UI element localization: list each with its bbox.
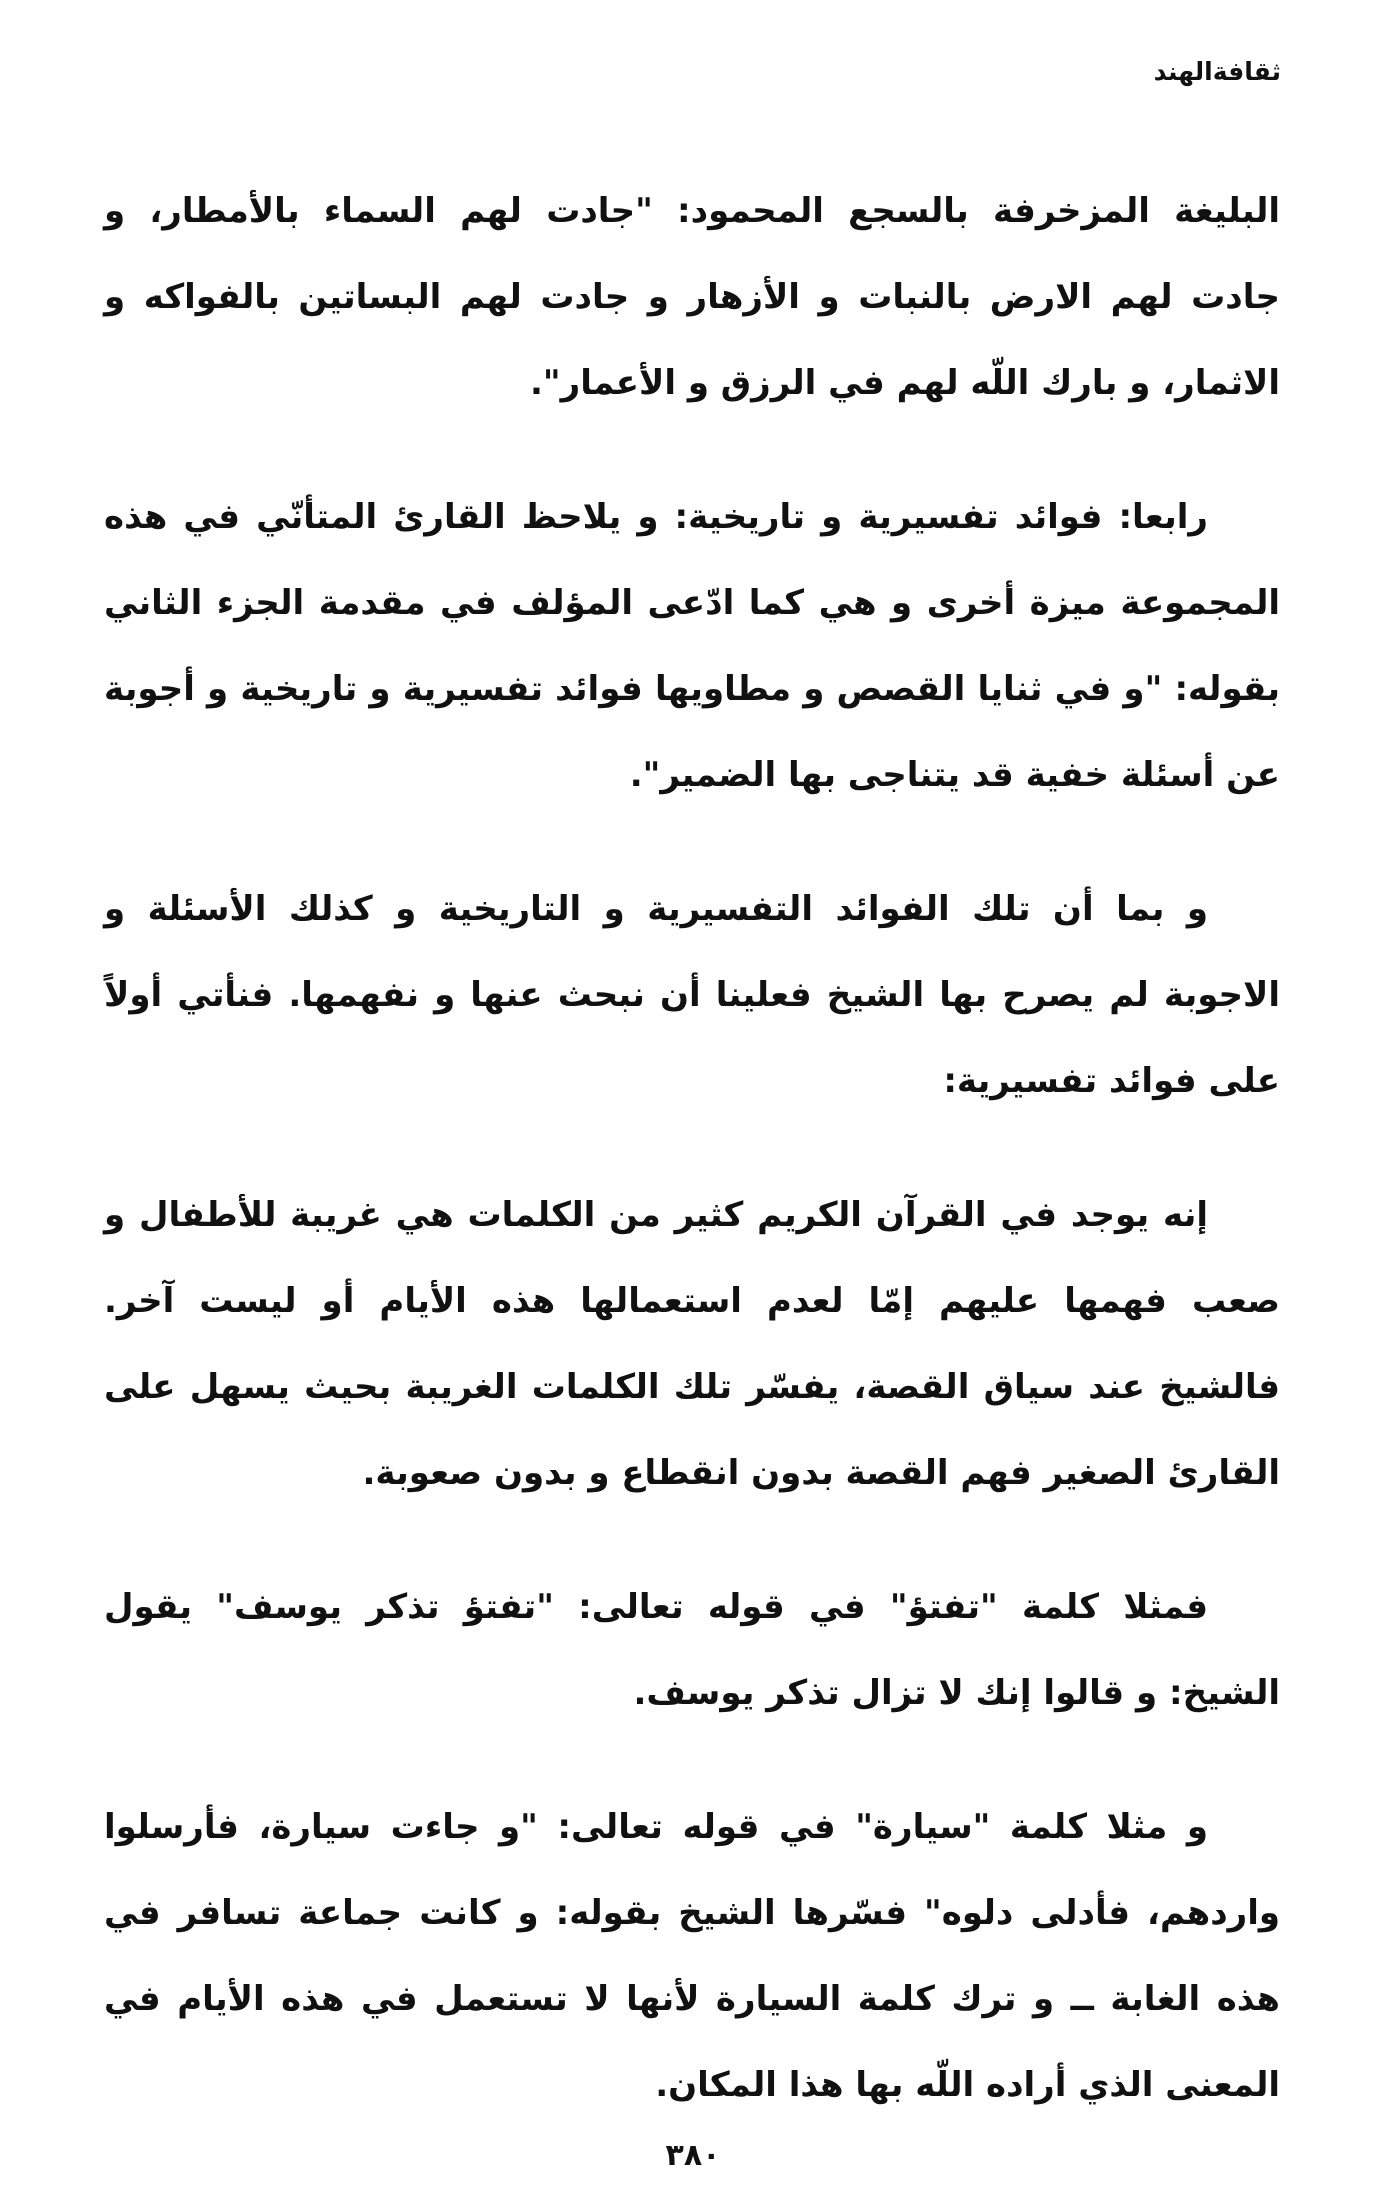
paragraph-2-text: فوائد تفسيرية و تاريخية: و يلاحظ القارئ المتأنّي في هذه المجموعة ميزة أخرى و هي كما ادّعى المؤلف في مقدمة الجزء الثاني بقوله: "و في ثنايا القصص و مطاويها فوائد تفسيرية و تاريخية و أجوبة عن أسئلة خفية قد يتناجى بها الضمير". xyxy=(104,497,1280,795)
paragraph-6-text: و مثلا كلمة "سيارة" في قوله تعالى: "و جاءت سيارة، فأرسلوا واردهم، فأدلى دلوه" فسّرها الشيخ بقوله: و كانت جماعة تسافر في هذه الغابة ــ و ترك كلمة السيارة لأنها لا تستعمل في هذه الأيام في المعنى الذي أراده اللّه بها هذا المكان. xyxy=(104,1807,1280,2105)
running-header: ثقافةالهند xyxy=(1153,57,1281,86)
paragraph-6 xyxy=(104,1784,1280,2128)
paragraph-3-text: و بما أن تلك الفوائد التفسيرية و التاريخية و كذلك الأسئلة و الاجوبة لم يصرح بها الشيخ فعلينا أن نبحث عنها و نفهمها. فنأتي أولاً على فوائد تفسيرية: xyxy=(104,889,1280,1101)
page-number: ٣٨٠ xyxy=(665,2138,721,2173)
body-text xyxy=(104,168,1280,2128)
paragraph-5 xyxy=(104,1564,1280,1736)
paragraph-4 xyxy=(104,1172,1280,1516)
paragraph-4-text: إنه يوجد في القرآن الكريم كثير من الكلمات هي غريبة للأطفال و صعب فهمها عليهم إمّا لعدم استعمالها هذه الأيام أو ليست آخر. فالشيخ عند سياق القصة، يفسّر تلك الكلمات الغريبة بحيث يسهل على القارئ الصغير فهم القصة بدون انقطاع و بدون صعوبة. xyxy=(104,1195,1280,1493)
paragraph-3 xyxy=(104,866,1280,1124)
paragraph-5-text: فمثلا كلمة "تفتؤ" في قوله تعالى: "تفتؤ تذكر يوسف" يقول الشيخ: و قالوا إنك لا تزال تذكر يوسف. xyxy=(104,1587,1280,1713)
paragraph-1-text: البليغة المزخرفة بالسجع المحمود: "جادت لهم السماء بالأمطار، و جادت لهم الارض بالنبات و الأزهار و جادت لهم البساتين بالفواكه و الاثمار، و بارك اللّه لهم في الرزق و الأعمار". xyxy=(104,191,1280,403)
paragraph-1 xyxy=(104,168,1280,426)
paragraph-2 xyxy=(104,474,1280,818)
paragraph-2-lead: رابعا: xyxy=(1118,497,1208,537)
